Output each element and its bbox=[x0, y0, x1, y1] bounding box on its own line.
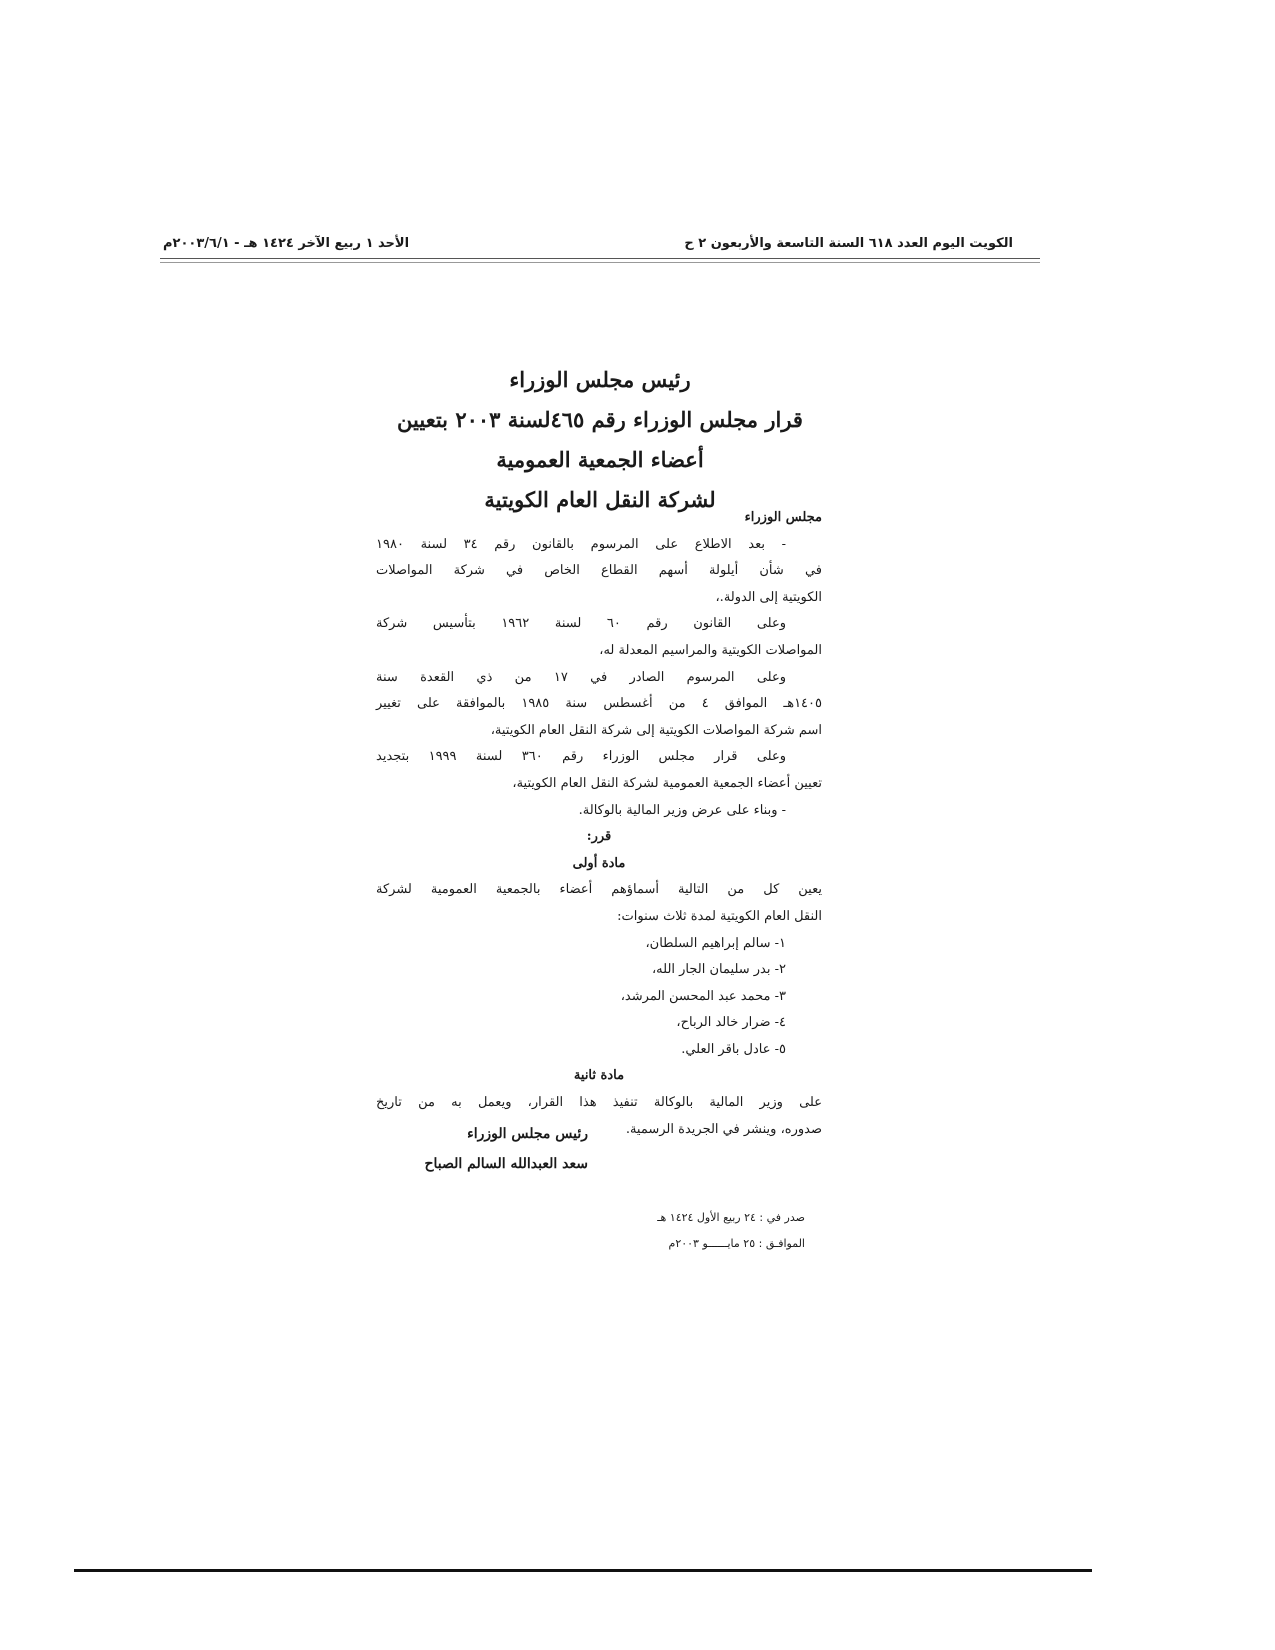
issue-date-hijri: صدر في : ٢٤ ربيع الأول ١٤٢٤ هـ bbox=[657, 1211, 805, 1224]
member-item: ٤- ضرار خالد الرباح، bbox=[676, 1015, 786, 1031]
preamble-line: - وبناء على عرض وزير المالية بالوكالة. bbox=[578, 802, 786, 818]
header-divider-secondary bbox=[160, 262, 1040, 263]
title-issuer: رئيس مجلس الوزراء bbox=[509, 367, 691, 392]
preamble-line: وعلى قرار مجلس الوزراء رقم ٣٦٠ لسنة ١٩٩٩ بتجديد bbox=[376, 749, 787, 765]
header-divider bbox=[160, 258, 1040, 259]
decree-title-block bbox=[380, 360, 820, 520]
article-one-text: يعين كل من التالية أسماؤهم أعضاء بالجمعية العمومية لشركة bbox=[376, 882, 822, 898]
article-one-text: النقل العام الكويتية لمدة ثلاث سنوات: bbox=[617, 908, 822, 924]
issue-dates bbox=[657, 1205, 805, 1257]
article-two-heading: مادة ثانية bbox=[573, 1068, 625, 1084]
member-item: ٢- بدر سليمان الجار الله، bbox=[651, 962, 786, 978]
decided-heading: قرر: bbox=[586, 829, 612, 845]
preamble-line: ١٤٠٥هـ الموافق ٤ من أغسطس سنة ١٩٨٥ بالموافقة على تغيير bbox=[376, 696, 822, 712]
article-two-text: صدوره، وينشر في الجريدة الرسمية. bbox=[625, 1121, 822, 1137]
preamble-line: اسم شركة المواصلات الكويتية إلى شركة النقل العام الكويتية، bbox=[490, 722, 822, 738]
signature-title: رئيس مجلس الوزراء bbox=[467, 1126, 588, 1142]
council-label: مجلس الوزراء bbox=[744, 510, 822, 525]
gazette-header-issue: الكويت اليوم العدد ٦١٨ السنة التاسعة والأربعون ٢ ح bbox=[684, 236, 1013, 251]
title-decree-number: قرار مجلس الوزراء رقم ٤٦٥لسنة ٢٠٠٣ بتعيين bbox=[397, 407, 803, 432]
preamble-line: في شأن أيلولة أسهم القطاع الخاص في شركة المواصلات bbox=[376, 563, 822, 579]
member-item: ٥- عادل باقر العلي. bbox=[681, 1041, 786, 1057]
gazette-header-date: الأحد ١ ربيع الآخر ١٤٢٤ هـ - ٢٠٠٣/٦/١م bbox=[163, 236, 410, 251]
title-company: لشركة النقل العام الكويتية bbox=[484, 487, 716, 512]
preamble-line: الكويتية إلى الدولة.، bbox=[715, 589, 822, 605]
article-one-heading: مادة أولى bbox=[572, 855, 626, 871]
signature-name: سعد العبدالله السالم الصباح bbox=[424, 1156, 588, 1172]
preamble-line: وعلى المرسوم الصادر في ١٧ من ذي القعدة سنة bbox=[376, 669, 786, 685]
article-two-text: على وزير المالية بالوكالة تنفيذ هذا القرار، ويعمل به من تاريخ bbox=[376, 1095, 822, 1111]
preamble-line: المواصلات الكويتية والمراسيم المعدلة له، bbox=[599, 642, 822, 658]
decree-body bbox=[376, 505, 822, 1143]
title-subject: أعضاء الجمعية العمومية bbox=[496, 447, 704, 472]
preamble-line: وعلى القانون رقم ٦٠ لسنة ١٩٦٢ بتأسيس شركة bbox=[376, 616, 786, 632]
member-item: ٣- محمد عبد المحسن المرشد، bbox=[620, 988, 786, 1004]
preamble-line: تعيين أعضاء الجمعية العمومية لشركة النقل العام الكويتية، bbox=[512, 775, 822, 791]
member-item: ١- سالم إبراهيم السلطان، bbox=[645, 935, 786, 951]
footer-divider bbox=[74, 1569, 1092, 1572]
preamble-line: - بعد الاطلاع على المرسوم بالقانون رقم ٣٤ لسنة ١٩٨٠ bbox=[376, 536, 786, 552]
issue-date-gregorian: الموافـق : ٢٥ مايــــــو ٢٠٠٣م bbox=[668, 1237, 805, 1250]
